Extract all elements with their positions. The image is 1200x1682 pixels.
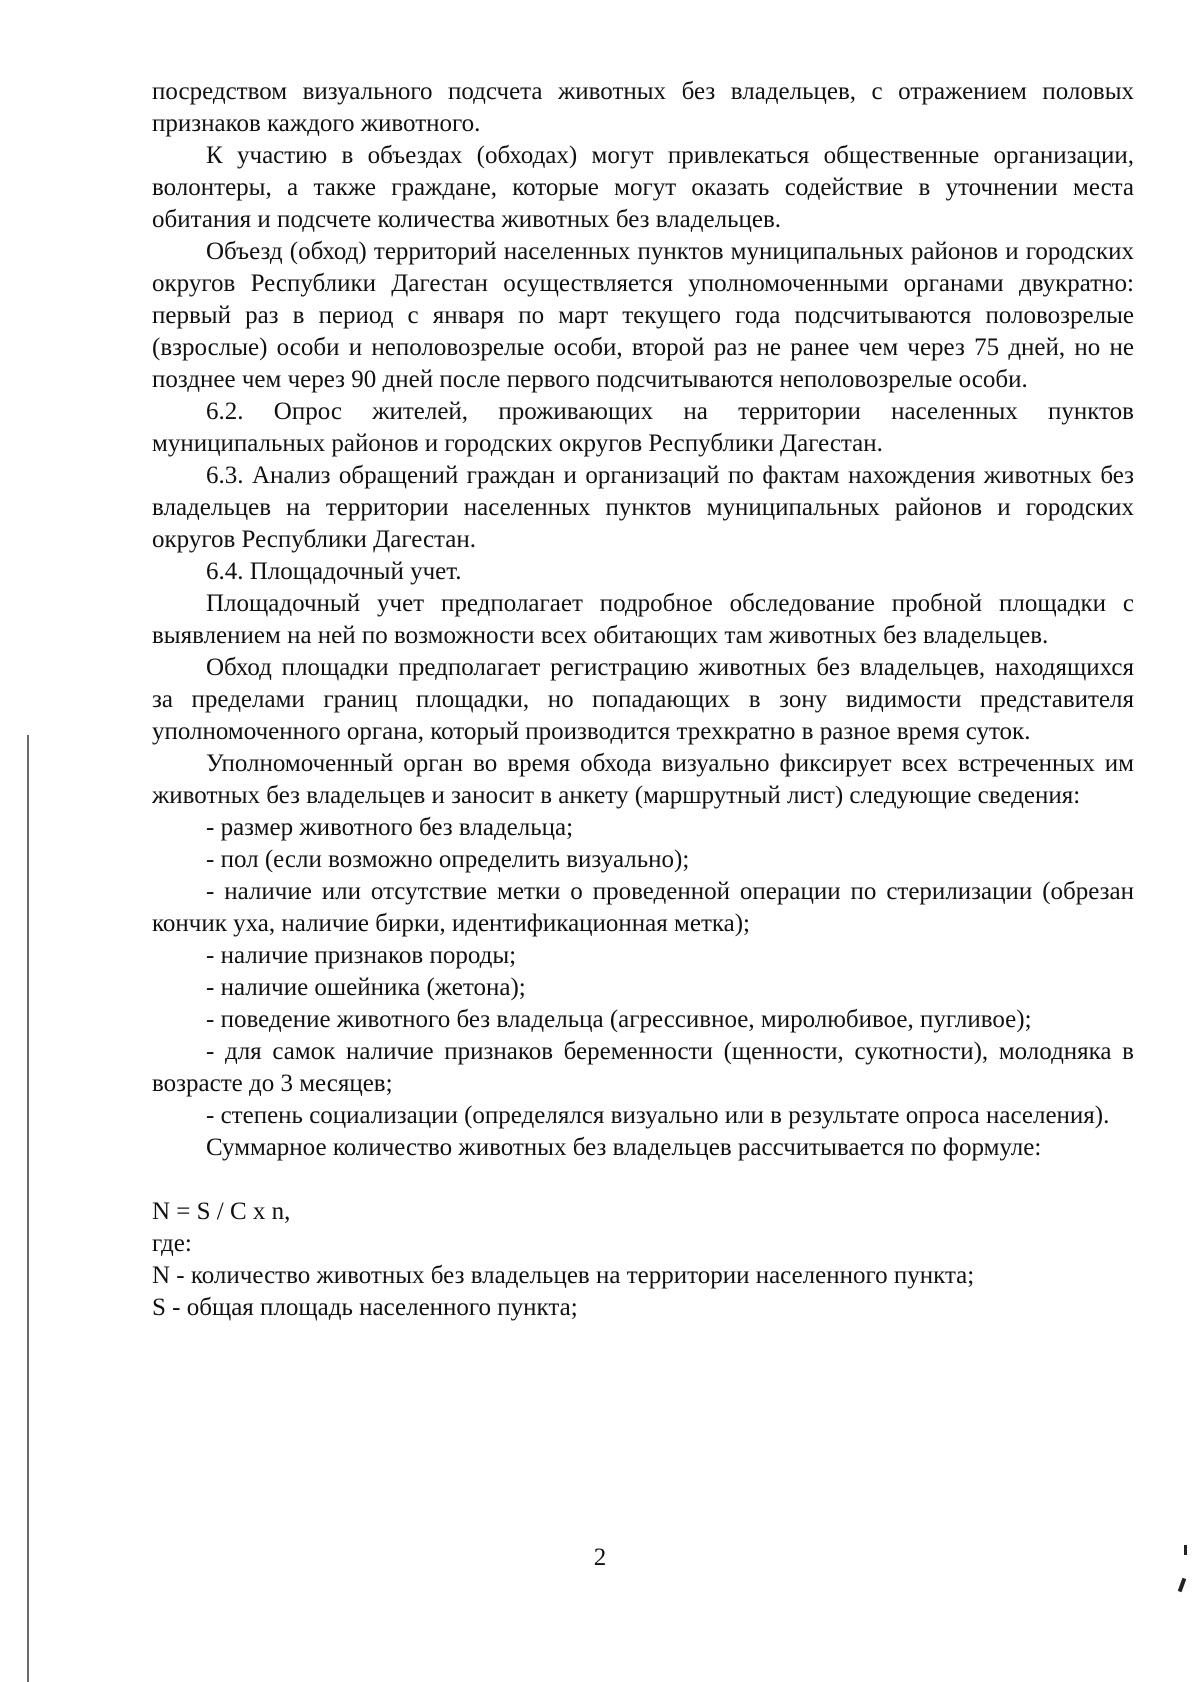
- scan-speck: [1178, 1578, 1187, 1593]
- list-item: - степень социализации (определялся визуально или в результате опроса населения).: [206, 1102, 1110, 1129]
- formula: N = S / C x n,: [152, 1198, 291, 1225]
- paragraph-site-count: Площадочный учет предполагает подробное обследование пробной площадки с выявлением на ней по возможности всех обитающих там животных без владельцев.: [152, 590, 1134, 649]
- list-item: - наличие ошейника (жетона);: [206, 974, 526, 1001]
- list-item: - размер животного без владельца;: [206, 814, 574, 841]
- paragraph-participation: К участию в объездах (обходах) могут привлекаться общественные организации, волонтеры, а также граждане, которые могут оказать содействие в уточнении места обитания и подсчете количества животных без владельцев.: [152, 142, 1134, 233]
- blank-line: [152, 1164, 1134, 1196]
- document-body: [152, 76, 1134, 1324]
- paragraph-6-3: 6.3. Анализ обращений граждан и организаций по фактам нахождения животных без владельцев на территории населенных пунктов муниципальных районов и городских округов Республики Дагестан.: [152, 462, 1134, 553]
- formula-intro: Суммарное количество животных без владельцев рассчитывается по формуле:: [206, 1134, 1042, 1161]
- where-label: где:: [152, 1230, 192, 1257]
- list-item: - для самок наличие признаков беременности (щенности, сукотности), молодняка в возрасте до 3 месяцев;: [152, 1038, 1134, 1097]
- paragraph-inspection: Объезд (обход) территорий населенных пунктов муниципальных районов и городских округов Республики Дагестан осуществляется уполномоченными органами двукратно: первый раз в период с января по март текущего года подсчитываются половозрелые (взрослые) особи и неполовозрелые особи, второй раз не ранее чем через 75 дней, но не позднее чем через 90 дней после первого подсчитываются неполовозрелые особи.: [152, 238, 1134, 393]
- paragraph-6-4: 6.4. Площадочный учет.: [206, 558, 462, 585]
- list-item: - наличие или отсутствие метки о проведенной операции по стерилизации (обрезан кончик уха, наличие бирки, идентификационная метка);: [152, 878, 1134, 937]
- scan-speck: [1184, 1545, 1187, 1555]
- paragraph-recorded-info: Уполномоченный орган во время обхода визуально фиксирует всех встреченных им животных без владельцев и заносит в анкету (маршрутный лист) следующие сведения:: [152, 750, 1134, 809]
- paragraph-continuation: посредством визуального подсчета животных без владельцев, с отражением половых признаков каждого животного.: [152, 78, 1134, 137]
- list-item: - пол (если возможно определить визуально);: [206, 846, 690, 873]
- scan-edge-line: [27, 735, 29, 1682]
- paragraph-6-2: 6.2. Опрос жителей, проживающих на территории населенных пунктов муниципальных районов и городских округов Республики Дагестан.: [152, 398, 1134, 457]
- definition-n: N - количество животных без владельцев на территории населенного пункта;: [152, 1262, 975, 1289]
- page-number: 2: [593, 1544, 607, 1571]
- list-item: - наличие признаков породы;: [206, 942, 517, 969]
- list-item: - поведение животного без владельца (агрессивное, миролюбивое, пугливое);: [206, 1006, 1032, 1033]
- paragraph-site-walk: Обход площадки предполагает регистрацию животных без владельцев, находящихся за пределами границ площадки, но попадающих в зону видимости представителя уполномоченного органа, который производится трехкратно в разное время суток.: [152, 654, 1134, 745]
- definition-s: S - общая площадь населенного пункта;: [152, 1294, 578, 1321]
